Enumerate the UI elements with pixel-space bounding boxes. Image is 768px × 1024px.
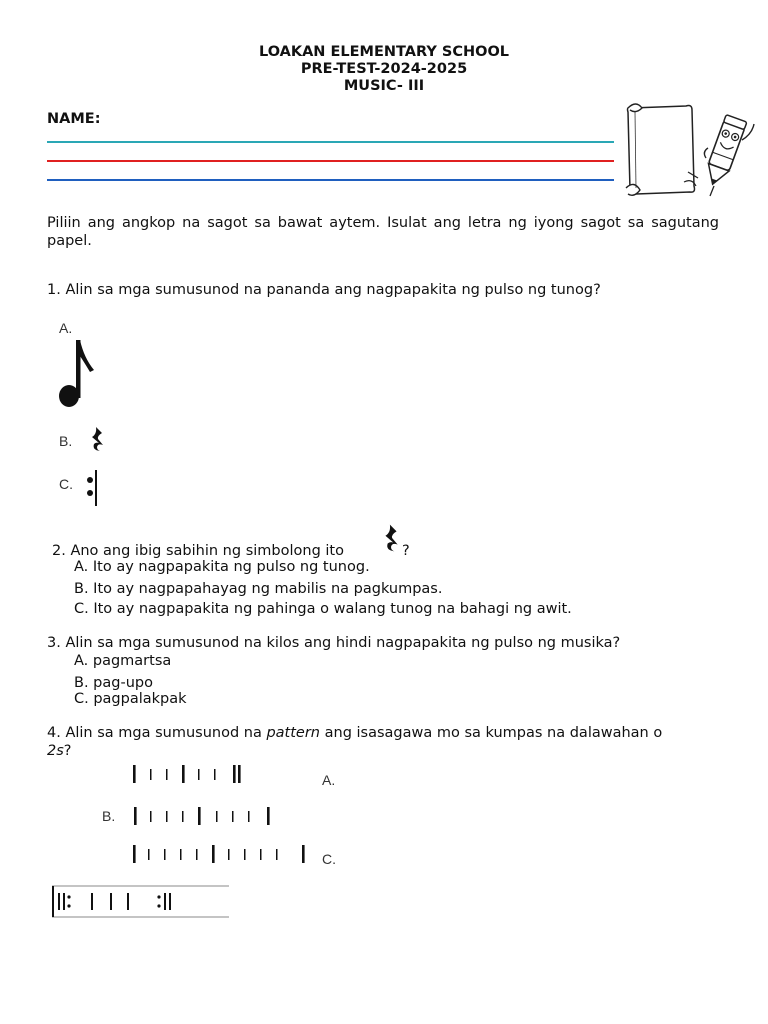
eighth-note-icon[interactable] bbox=[56, 336, 98, 412]
q1-option-b-label: B. bbox=[59, 433, 73, 449]
q4-option-b-label: B. bbox=[102, 808, 116, 824]
test-title: PRE-TEST-2024-2025 bbox=[300, 61, 468, 77]
question-1: 1. Alin sa mga sumusunod na pananda ang nagpapakita ng pulso ng tunog? bbox=[47, 282, 601, 298]
rhythm-pattern-c[interactable] bbox=[130, 843, 310, 865]
writing-line-middle bbox=[47, 160, 614, 162]
subject-title: MUSIC- III bbox=[343, 78, 425, 94]
question-4 bbox=[47, 724, 662, 742]
q2-choice-a[interactable]: A. Ito ay nagpapakita ng pulso ng tunog. bbox=[74, 559, 370, 575]
quarter-rest-icon bbox=[381, 523, 401, 553]
q2-choice-b[interactable]: B. Ito ay nagpapahayag ng mabilis na pagkumpas. bbox=[74, 581, 443, 597]
q3-choice-c[interactable]: C. pagpalakpak bbox=[74, 691, 187, 707]
q2-text: 2. Ano ang ibig sabihin ng simbolong ito bbox=[52, 543, 344, 559]
q1-option-a-label: A. bbox=[59, 320, 73, 336]
writing-line-top[interactable] bbox=[47, 141, 614, 143]
q2-question-mark: ? bbox=[402, 543, 410, 559]
q2-choice-c[interactable]: C. Ito ay nagpapakita ng pahinga o walang tunog na bahagi ng awit. bbox=[74, 601, 572, 617]
instructions: Piliin ang angkop na sagot sa bawat aytem. Isulat ang letra ng iyong sagot sa sagutang papel. bbox=[47, 215, 719, 249]
q4-text-em: pattern bbox=[266, 725, 321, 741]
q3-choice-a[interactable]: A. pagmartsa bbox=[74, 653, 172, 669]
school-name: LOAKAN ELEMENTARY SCHOOL bbox=[258, 44, 510, 60]
q4-text-1: 4. Alin sa mga sumusunod na bbox=[47, 725, 267, 741]
writing-line-bottom bbox=[47, 179, 614, 181]
q4-text-2: ang isasagawa mo sa kumpas na dalawahan o bbox=[320, 725, 663, 741]
question-4-line-2 bbox=[47, 742, 71, 760]
q4-option-a-label: A. bbox=[322, 772, 336, 788]
q4-option-c-label: C. bbox=[322, 851, 336, 867]
scroll-pencil-icon bbox=[622, 100, 760, 200]
name-label: NAME: bbox=[47, 111, 101, 127]
repeat-sign-icon[interactable] bbox=[85, 468, 101, 508]
rhythm-pattern-d[interactable] bbox=[51, 885, 231, 919]
q4-text-line2: 2s bbox=[47, 743, 64, 759]
rhythm-pattern-b[interactable] bbox=[130, 805, 275, 827]
q3-choice-b[interactable]: B. pag-upo bbox=[74, 675, 153, 691]
q4-text-line2-end: ? bbox=[63, 743, 72, 759]
rhythm-pattern-a[interactable] bbox=[130, 763, 250, 785]
q1-option-c-label: C. bbox=[59, 476, 73, 492]
question-3: 3. Alin sa mga sumusunod na kilos ang hindi nagpapakita ng pulso ng musika? bbox=[47, 635, 621, 651]
quarter-rest-icon[interactable] bbox=[88, 426, 106, 452]
